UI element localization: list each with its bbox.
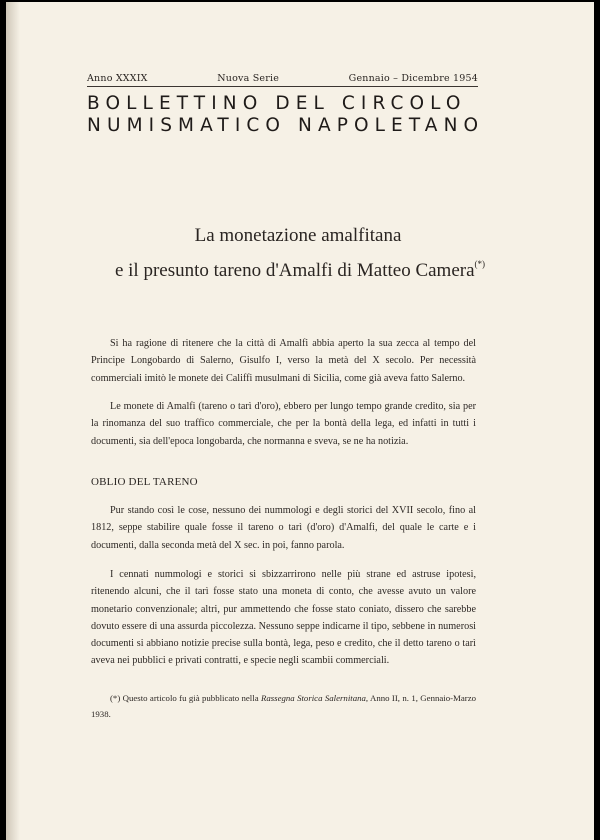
date-label: Gennaio – Dicembre 1954 (348, 73, 478, 84)
article-title-text: e il presunto tareno d'Amalfi di Matteo Camera (114, 260, 475, 281)
paragraph-1: Si ha ragione di ritenere che la città di Amalfi abbia aperto la sua zecca al tempo del Principe Longobardo di Salerno, Gisulfo I, verso la metà del X secolo. Per necessità commerciali imitò le monete dei Califfi musulmani di Sicilia, come già aveva fatto Salerno. (91, 338, 476, 384)
article-title-line-2 (6, 259, 594, 282)
article-title-line-1: La monetazione amalfitana (194, 225, 402, 246)
volume-label: Anno XXXIX (87, 73, 148, 84)
page-edge-shadow (6, 2, 20, 840)
footnote-prefix: (*) Questo articolo fu già pubblicato nella (110, 693, 259, 703)
footnote-journal: Rassegna Storica Salernitana (260, 693, 366, 703)
paragraph-3: Pur stando così le cose, nessuno dei nummologi e degli storici del XVII secolo, fino al 1812, seppe stabilire quale fosse il tareno o tarì (d'oro) d'Amalfi, del quale le carte e i documenti, dalla seconda metà del X sec. in poi, fanno parola. (91, 505, 476, 551)
paragraph-4: I cennati nummologi e storici si sbizzarrirono nelle più strane ed astruse ipotesi, ritenendo alcuni, che il tarì fosse stato una moneta di conto, che avesse avuto un valore monetario convenzionale; altri, pur ammettendo che fosse stato coniato, dissero che sarebbe dovuto essere di una assurda piccolezza. Nessuno seppe indicarne il tipo, sebbene in numerosi documenti si abbiano notizie precise sulla bontà, lega, peso e credito, che il detto tareno o tarì aveva nei pubblici e privati contratti, e specie negli scambii commerciali. (91, 569, 476, 667)
page (6, 2, 594, 840)
masthead-line-1: BOLLETTINO DEL CIRCOLO (87, 93, 467, 114)
footnote-marker: (*) (474, 259, 486, 269)
series-label: Nuova Serie (217, 73, 280, 84)
running-header (87, 73, 478, 84)
masthead-line-2: NUMISMATICO NAPOLETANO (87, 115, 485, 136)
footnote (91, 691, 476, 722)
section-heading: OBLIO DEL TARENO (91, 476, 198, 488)
footnote-suffix: , Anno II, n. 1, Gennaio-Marzo 1938. (91, 693, 476, 719)
paragraph-2: Le monete di Amalfi (tareno o tarì d'oro), ebbero per lungo tempo grande credito, sia per la rinomanza del suo traffico commerciale, che per la bontà della lega, ed infatti in tutti i documenti, sia dell'epoca longobarda, che normanna e sveva, se ne ha notizia. (91, 401, 476, 447)
header-rule (87, 86, 478, 87)
